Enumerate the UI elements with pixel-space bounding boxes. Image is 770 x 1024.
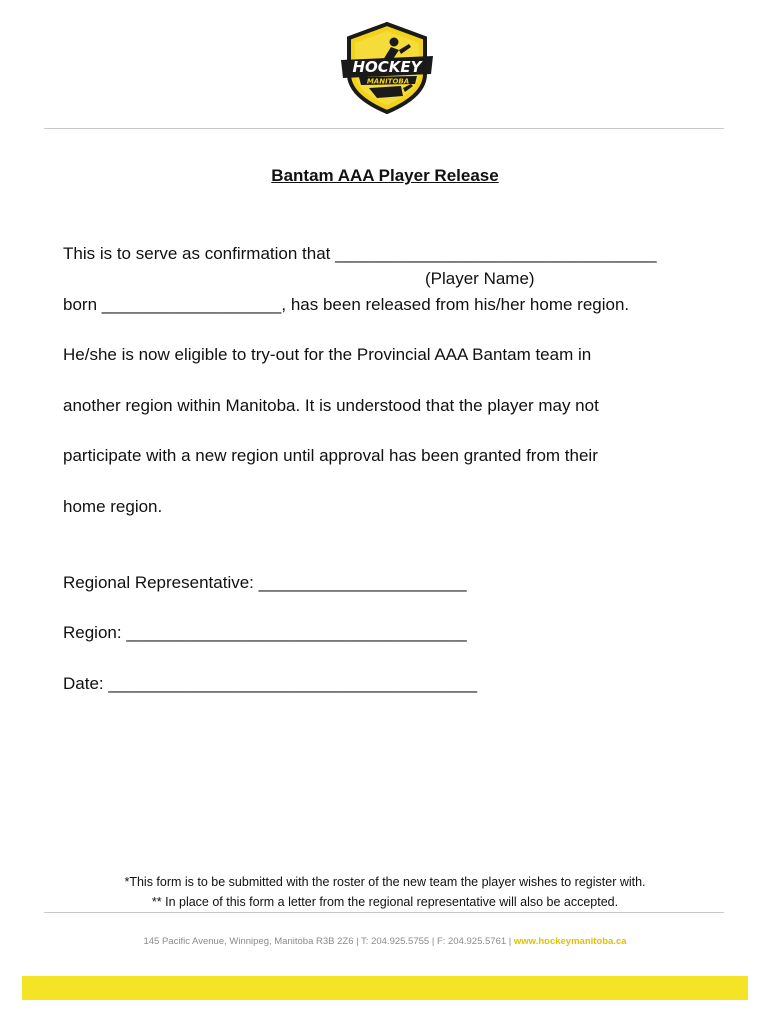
footer-contact — [0, 936, 770, 947]
footer-divider — [44, 912, 724, 913]
regional-representative-field: Regional Representative: ______________________ — [63, 573, 467, 592]
header-divider — [44, 128, 724, 129]
player-name-caption: (Player Name) — [425, 269, 535, 288]
body-line-approval: participate with a new region until approval has been granted from their — [63, 446, 598, 465]
body-line-home-region: home region. — [63, 497, 163, 516]
body-line-confirmation: This is to serve as confirmation that __________________________________ — [63, 244, 657, 263]
date-field: Date: _______________________________________ — [63, 674, 478, 693]
body-line-region: another region within Manitoba. It is understood that the player may not — [63, 396, 599, 415]
footer-website-link[interactable]: www.hockeymanitoba.ca — [513, 936, 627, 947]
document-title: Bantam AAA Player Release — [271, 166, 499, 185]
letter-note: ** In place of this form a letter from the regional representative will also be accepted. — [151, 895, 619, 909]
footer-address: 145 Pacific Avenue, Winnipeg, Manitoba R3B 2Z6 | T: 204.925.5755 | F: 204.925.5761 | — [143, 936, 514, 947]
logo-text-hockey: HOCKEY — [352, 58, 422, 76]
body-line-born: born ___________________, has been released from his/her home region. — [63, 295, 630, 314]
footer-yellow-bar — [22, 976, 748, 1000]
hockey-manitoba-logo — [339, 22, 435, 114]
logo-text-manitoba: MANITOBA — [366, 77, 410, 86]
body-line-eligible: He/she is now eligible to try-out for the Provincial AAA Bantam team in — [63, 345, 592, 364]
submission-note: *This form is to be submitted with the roster of the new team the player wishes to register with. — [124, 875, 646, 889]
region-field: Region: ____________________________________ — [63, 623, 467, 642]
